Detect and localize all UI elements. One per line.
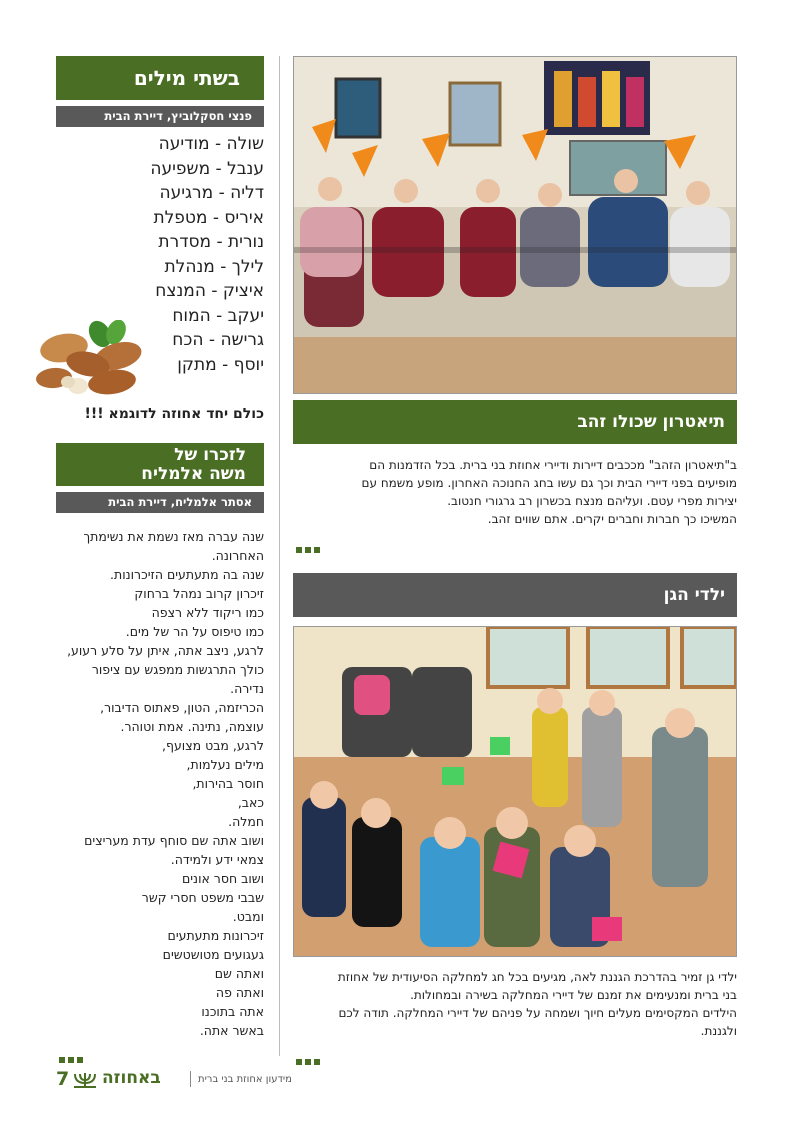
poem-line: שבבי משפט חסרי קשר	[141, 890, 264, 905]
poem-line: געגועים מטושטשים	[162, 947, 264, 962]
poem-line: ושוב אתה שם סוחף עדת מעריצים	[84, 833, 264, 848]
page-footer	[56, 1068, 356, 1094]
section-end-dots	[293, 538, 320, 557]
poem-line: ואתה שם	[214, 966, 264, 981]
paragraph-line: ב"תיאטרון הזהב" מככבים דיירות ודיירי אחוזת בני ברית. בכל הזדמנות הם	[369, 458, 737, 472]
kids-text	[293, 968, 737, 1040]
section-title-memorial	[56, 443, 264, 486]
poem-line: הכריזמה, הטון, פאתוס הדיבור,	[100, 700, 264, 715]
section-end-dots	[56, 1048, 83, 1067]
poem-line: אתה בתוכנו	[201, 1004, 264, 1019]
theatre-text	[293, 456, 737, 528]
poem-line: זיכרון קרוב נמהל ברחוק	[134, 586, 264, 601]
section-title-theatre	[293, 400, 737, 444]
poem-line: שנה בה מתעתעים הזיכרונות.	[110, 567, 264, 582]
paragraph-line: הילדים המקסימים מעלים חיוך ושמחה על פניהם של דיירי המחלקה. תודה לכם	[338, 1006, 737, 1020]
list-item: איציק - המנצח	[155, 281, 264, 301]
poem-line: צמאי ידע ולמידה.	[170, 852, 264, 867]
list-item: דליה - מרגיעה	[159, 183, 264, 203]
memorial-title-line-2: משה אלמליח	[141, 464, 246, 484]
memorial-author-bar	[56, 492, 264, 513]
list-item: גרישה - הכח	[172, 330, 264, 350]
menorah-icon	[72, 1071, 98, 1089]
list-item: נורית - מסדרת	[158, 232, 264, 252]
almonds-illustration	[34, 320, 154, 400]
section-end-dots	[293, 1050, 320, 1069]
section-title-words	[56, 56, 264, 100]
words-closing: כולם יחד אחוזה לדוגמא !!!	[84, 406, 264, 422]
paragraph-line: ולגננת.	[700, 1024, 737, 1038]
paragraph-line: מופיעים בפני דיירי הבית וכך גם עשו בחג החנוכה האחרון. מופע משמח עם	[361, 476, 737, 490]
footer-tagline: מידעון אחוזת בני ברית	[198, 1074, 292, 1085]
paragraph-line: בני ברית ומנעימים את זמנם של דיירי המחלקה בשירה ובמחולות.	[410, 988, 737, 1002]
list-item: ענבל - משפיעה	[150, 158, 264, 179]
poem-line: ומבט.	[232, 909, 264, 924]
poem-line: כמו טיפוס על הר של מים.	[125, 624, 264, 639]
memorial-poem	[56, 527, 264, 1040]
poem-line: חוסר בהירות,	[192, 776, 264, 791]
list-item: שולה - מודיעה	[158, 134, 264, 154]
memorial-author: אסתר אלמליח, דיירת הבית	[108, 495, 252, 509]
footer-separator	[190, 1071, 191, 1087]
list-item: יוסף - מתקן	[177, 354, 264, 375]
theatre-title: תיאטרון שכולו זהב	[577, 412, 725, 432]
poem-line: באשר אתה.	[199, 1023, 264, 1038]
poem-line: לרגע, מבט מצועף,	[162, 738, 264, 753]
poem-line: שנה עברה מאז נשמת את נשימתך	[83, 529, 264, 544]
poem-line: זיכרונות מתעתעים	[167, 928, 264, 943]
words-author: פנצי חסקלוביץ, דיירת הבית	[104, 109, 252, 123]
poem-line: כאב,	[237, 795, 264, 810]
poem-line: לרגע, ניצב אתה, איתן על סלע רעוע,	[67, 643, 264, 658]
list-item: יעקב - המוח	[172, 305, 264, 326]
logo-text: באחוזה	[102, 1068, 161, 1088]
words-title: בשתי מילים	[133, 66, 240, 90]
kids-photo	[293, 626, 737, 957]
memorial-title-line-1: לזכרו של	[174, 445, 246, 465]
poem-line: חמלה.	[228, 814, 264, 829]
poem-line: כולך התרגשות ממפגש עם ציפור	[91, 662, 264, 677]
list-item: איריס - מטפלת	[153, 207, 264, 228]
poem-line: עוצמה, נתינה. אמת וטוהר.	[120, 719, 264, 734]
list-item: לילך - מנהלת	[164, 256, 264, 277]
poem-line: ושוב חסר אונים	[181, 871, 264, 886]
words-author-bar	[56, 106, 264, 127]
poem-line: ואתה פה	[215, 985, 264, 1000]
column-divider	[279, 56, 280, 1056]
paragraph-line: יצירות מפרי עטם. ועליהם מנצח בכשרון רב גרגורי חנטוב.	[447, 494, 737, 508]
poem-line: האחרונה.	[211, 548, 264, 563]
section-title-kids	[293, 573, 737, 617]
poem-line: נדירה.	[230, 681, 264, 696]
paragraph-line: המשיכו כך חברות וחברים יקרים. אתם שווים זהב.	[487, 512, 737, 526]
kids-title: ילדי הגן	[663, 585, 725, 605]
poem-line: כמו ריקוד ללא רצפה	[151, 605, 264, 620]
page-number: 7	[56, 1068, 70, 1090]
poem-line: מילים נעלמות,	[186, 757, 264, 772]
theatre-photo	[293, 56, 737, 394]
paragraph-line: ילדי גן זמיר בהדרכת הגננת לאה, מגיעים בכל חג למחלקה הסיעודית של אחוזת	[337, 970, 737, 984]
